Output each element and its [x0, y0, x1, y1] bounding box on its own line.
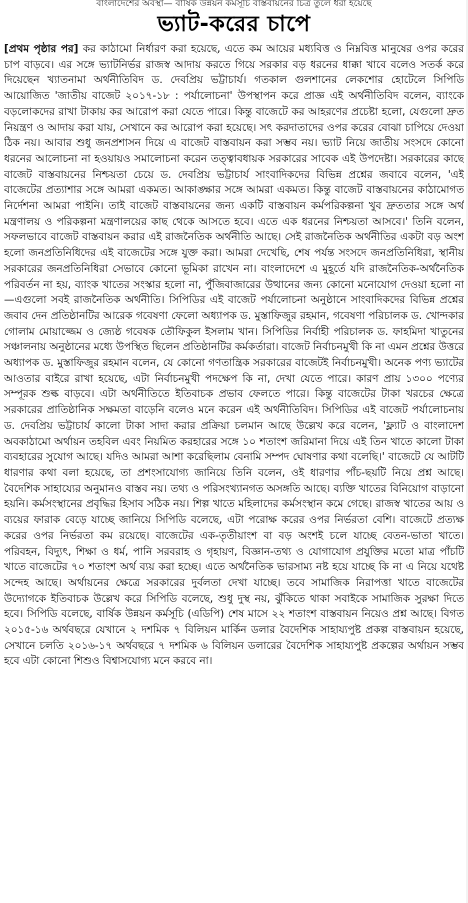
- previous-article-tail: বাংলাদেশের অবস্থা— বার্ষিক উন্নয়ন কর্মসূচি বাস্তবায়নের চিত্র তুলে ধরা হয়েছে: [96, 0, 372, 8]
- article-body: [4, 42, 464, 898]
- article-text: কর কাঠামো নির্ধারণ করা হয়েছে, এতে কম আয়ের মধ্যবিত্ত ও নিম্নবিত্ত মানুষের ওপর করের চাপ বাড়বে। এর সঙ্গে ভ্যাটনির্ভর রাজস্ব আদায় করতে গিয়ে সরকার বড় ধরনের ধাক্কা খাবে বলেও সতর্ক করে দিয়েছেন খ্যাতনামা অর্থনীতিবিদ ড. দেবপ্রিয় ভট্টাচার্য। গতকাল গুলশানের লেকশোর হোটেলে সিপিডি আয়োজিত 'জাতীয় বাজেট ২০১৭-১৮ : পর্যালোচনা' উপস্থাপন করে প্রাজ্ঞ এই অর্থনীতিবিদ বলেন, ব্যাংকে বড়লোকদের রাখা টাকায় কর আরোপ করা যেতে পারে। কিন্তু বাজেটে কর আহরণের প্রচেষ্টা হলো, যেগুলো দ্রুত নিয়ন্ত্রণ ও আদায় করা যায়, সেখানে কর আরোপ করা হয়েছে। সৎ করদাতাদের ওপর করের বোঝা চাপিয়ে দেওয়া ঠিক নয়। আবার শুধু জনপ্রশাসন দিয়ে এ বাজেট বাস্তবায়ন করা সম্ভব নয়। ভ্যাট নিয়ে জাতীয় সংসদে কোনো ধরনের আলোচনা না হওয়ায়ও সমালোচনা করেন তত্ত্বাবধায়ক সরকারের সাবেক এই উপদেষ্টা। সরকারের কাছে বাজেট বাস্তবায়নের নিশ্চয়তা চেয়ে ড. দেবপ্রিয় ভট্টাচার্য সাংবাদিকদের বিভিন্ন প্রশ্নের জবাবে বলেন, 'এই বাজেটের প্রত্যাশার সঙ্গে আমরা একমত। আকাঙ্ক্ষার সঙ্গে আমরা একমত। কিন্তু বাজেট বাস্তবায়নের কাঠামোগত নির্দেশনা আমরা পাইনি। তাই বাজেট বাস্তবায়নের জন্য একটি বাস্তবায়ন কর্মপরিকল্পনা খুব দ্রুততার সঙ্গে অর্থ মন্ত্রণালয় ও পরিকল্পনা মন্ত্রণালয়ের কাছ থেকে আসতে হবে। এতে এক ধরনের নিশ্চয়তা আসবে।' তিনি বলেন, সফলভাবে বাজেট বাস্তবায়ন করার এই রাজনৈতিক অর্থনীতি আছে। সেই রাজনৈতিক অর্থনীতির একটা বড় অংশ হলো জনপ্রতিনিধিদের এই বাজেটের সঙ্গে যুক্ত করা। আমরা দেখেছি, শেষ পর্যন্ত সংসদে জনপ্রতিনিধিরা, স্থানীয় সরকারের জনপ্রতিনিধিরা সেভাবে কোনো ভূমিকা রাখেন না। বাংলাদেশে এ মুহূর্তে যদি রাজনৈতিক-অর্থনৈতিক পরিবর্তন না হয়, ব্যাংক খাতের সংস্কার হলো না, পুঁজিবাজারের উত্থানের জন্য কোনো মনোযোগ দেওয়া হলো না—এগুলো সবই রাজনৈতিক অর্থনীতি। সিপিডির এই বাজেট পর্যালোচনা অনুষ্ঠানে সাংবাদিকদের বিভিন্ন প্রশ্নের জবাব দেন প্রতিষ্ঠানটির আরেক গবেষণা ফেলো অধ্যাপক ড. মুস্তাফিজুর রহমান, গবেষণা পরিচালক ড. খোন্দকার গোলাম মোয়াজ্জেম ও জ্যেষ্ঠ গবেষক তৌফিকুল ইসলাম খান। সিপিডির নির্বাহী পরিচালক ড. ফাহমিদা খাতুনের সঞ্চালনায় অনুষ্ঠানের মধ্যে উপস্থিত ছিলেন প্রতিষ্ঠানটির কর্মকর্তারা। বাজেট নির্বাচনমুখী কি না এমন প্রশ্নের উত্তরে অধ্যাপক ড. মুস্তাফিজুর রহমান বলেন, যে কোনো গণতান্ত্রিক সরকারের বাজেটই নির্বাচনমুখী। অনেক পণ্য ভ্যাটের আওতার বাইরে রাখা হয়েছে, এটা নির্বাচনমুখী পদক্ষেপ কি না, দেখা যেতে পারে। কারণ প্রায় ১৩০০ পণ্যের সম্পূরক শুল্ক বাড়বে। এটা অর্থনীতিতে ইতিবাচক প্রভাব ফেলতে পারে। কিন্তু বাজেটের টাকা খরচের ক্ষেত্রে সরকারের প্রাতিষ্ঠানিক সক্ষমতা বাড়েনি বলেও মনে করেন এই অর্থনীতিবিদ। সিপিডির এই বাজেট পর্যালোচনায় ড. দেবপ্রিয় ভট্টাচার্য কালো টাকা সাদা করার প্রক্রিয়া চলমান আছে উল্লেখ করে বলেন, 'ফ্ল্যাট ও বাংলাদেশ অবকাঠামো অর্থায়ন তহবিল এবং নিয়মিত করহারের সঙ্গে ১০ শতাংশ জরিমানা দিয়ে এই তিন খাতে কালো টাকা ব্যবহারের সুযোগ আছে। যদিও আমরা আশা করেছিলাম বেনামি সম্পদ ঘোষণার কথা বলেছি।' বাজেটে যে আটটি ধারণার কথা বলা হয়েছে, তা প্রশংসাযোগ্য জানিয়ে তিনি বলেন, ওই ধারণার পাঁচ-ছয়টি নিয়ে প্রশ্ন আছে। বৈদেশিক সাহায্যের অনুমানও বাস্তব নয়। তথ্য ও পরিসংখ্যানগত অসঙ্গতি আছে। ব্যক্তি খাতের বিনিয়োগ বাড়ানো হয়নি। কর্মসংস্থানের প্রবৃদ্ধির হিসাব সঠিক নয়। শিল্প খাতে মহিলাদের কর্মসংস্থান কমে গেছে। রাজস্ব খাতের আয় ও ব্যয়ের ফারাক বেড়ে যাচ্ছে জানিয়ে সিপিডি বলেছে, এটা পরোক্ষ করের ওপর নির্ভরতা বেশি। বাজেটে প্রত্যক্ষ করের ওপর নির্ভরতা কম রয়েছে। বাজেটের এক-তৃতীয়াংশ বা বড় অংশই চলে যাচ্ছে বেতন-ভাতা খাতে। পরিবহন, বিদ্যুৎ, শিক্ষা ও ধর্ম, পানি সরবরাহ ও গৃহায়ণ, বিজ্ঞান-তথ্য ও যোগাযোগ প্রযুক্তির মতো মাত্র পাঁচটি খাতে বাজেটের ৭০ শতাংশ অর্থ ব্যয় করা হচ্ছে। এতে অর্থনৈতিক ভারসাম্য নষ্ট হয়ে যাচ্ছে কি না এ নিয়ে যথেষ্ট সন্দেহ আছে। অর্থায়নের ক্ষেত্রে সরকারের দুর্বলতা দেখা যাচ্ছে। তবে সামাজিক নিরাপত্তা খাতে বাজেটের উদ্যোগকে ইতিবাচক উল্লেখ করে সিপিডি বলেছে, শুধু দুস্থ নয়, ঝুঁকিতে থাকা সবাইকে সামাজিক সুরক্ষা দিতে হবে। সিপিডি বলেছে, বার্ষিক উন্নয়ন কর্মসূচি (এডিপি) শেষ মাসে ২২ শতাংশ বাস্তবায়ন নিয়েও প্রশ্ন আছে। বিগত ২০১৫-১৬ অর্থবছরে যেখানে ২ দশমিক ৭ বিলিয়ন মার্কিন ডলার বৈদেশিক সাহায্যপুষ্ট প্রকল্প বাস্তবায়ন হয়েছে, সেখানে চলতি ২০১৬-১৭ অর্থবছরে ৭ দশমিক ৬ বিলিয়ন ডলারের বৈদেশিক সাহায্যপুষ্ট প্রকল্পের অর্থায়ন সম্ভব হবে এটা কোনো শিশুও বিশ্বাসযোগ্য মনে করবে না।: [4, 43, 464, 668]
- continued-from-front-page: [প্রথম পৃষ্ঠার পর]: [4, 43, 79, 55]
- article-headline: ভ্যাট-করের চাপে: [157, 12, 311, 37]
- article-paragraph: [4, 42, 464, 670]
